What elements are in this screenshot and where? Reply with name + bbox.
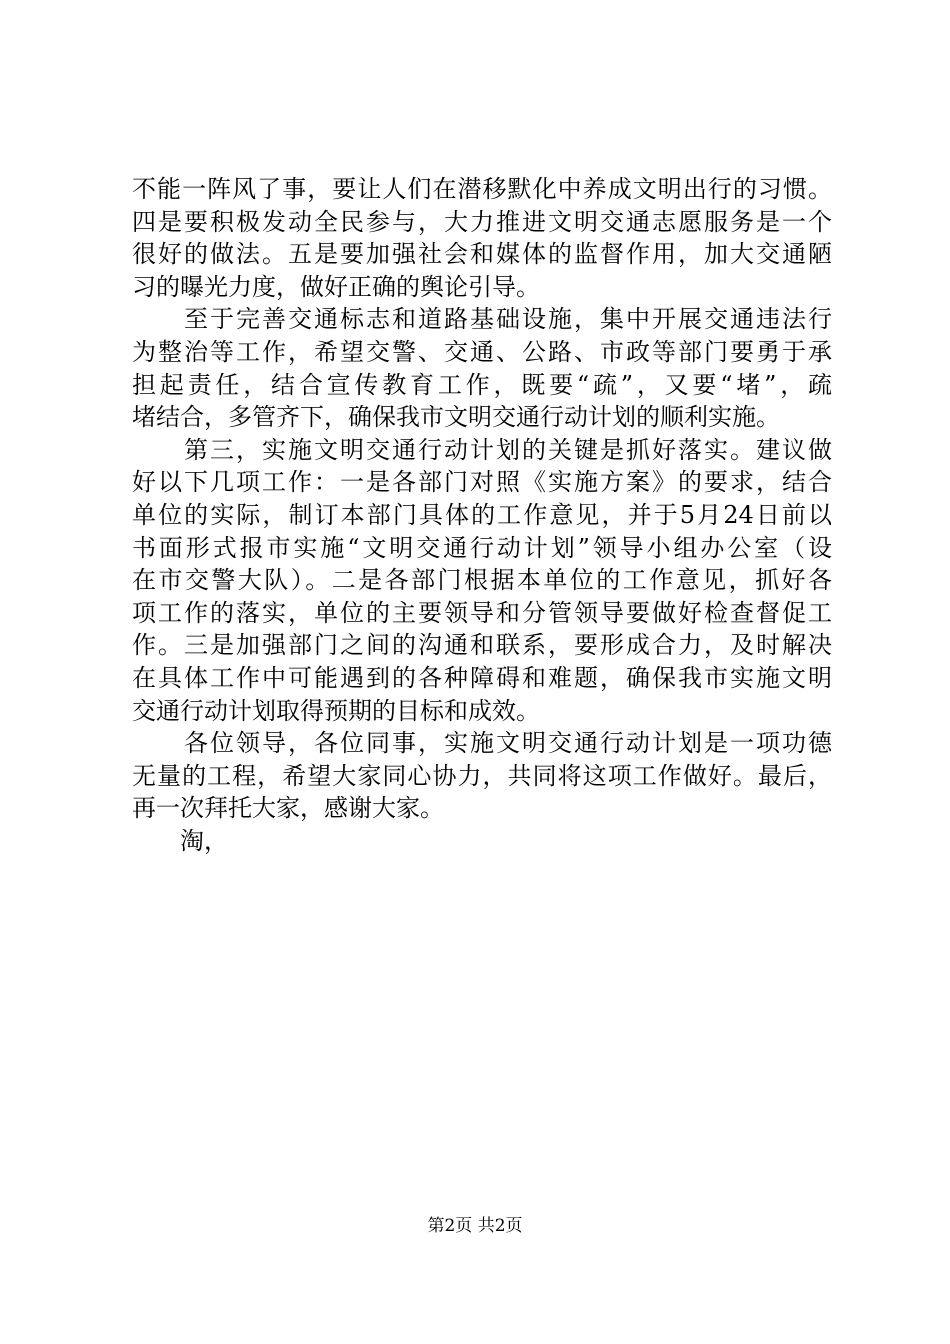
text-line: 在具体工作中可能遇到的各种障碍和难题，确保我市实施文明	[132, 663, 832, 692]
text-line: 淘，	[132, 826, 228, 855]
text-line: 项工作的落实，单位的主要领导和分管领导要做好检查督促工	[132, 598, 832, 627]
page-footer: 第2页 共2页	[427, 1216, 523, 1236]
text-line: 无量的工程，希望大家同心协力，共同将这项工作做好。最后，	[132, 761, 832, 790]
text-line: 为整治等工作，希望交警、交通、公路、市政等部门要勇于承	[132, 337, 832, 366]
text-line: 再一次拜托大家，感谢大家。	[132, 794, 444, 823]
text-line: 堵结合，多管齐下，确保我市文明交通行动计划的顺利实施。	[132, 403, 780, 432]
text-line: 很好的做法。五是要加强社会和媒体的监督作用，加大交通陋	[132, 240, 832, 269]
text-line: 作。三是加强部门之间的沟通和联系，要形成合力，及时解决	[132, 631, 832, 660]
text-line: 至于完善交通标志和道路基础设施，集中开展交通违法行	[132, 305, 832, 334]
text-line: 好以下几项工作：一是各部门对照《实施方案》的要求，结合	[132, 468, 832, 497]
text-line: 各位领导，各位同事，实施文明交通行动计划是一项功德	[132, 729, 832, 758]
text-line: 在市交警大队）。二是各部门根据本单位的工作意见，抓好各	[132, 566, 832, 595]
text-line: 习的曝光力度，做好正确的舆论引导。	[132, 272, 540, 301]
text-line: 书面形式报市实施“文明交通行动计划”领导小组办公室（设	[132, 533, 832, 562]
text-line: 第三，实施文明交通行动计划的关键是抓好落实。建议做	[132, 435, 832, 464]
text-line: 单位的实际，制订本部门具体的工作意见，并于5月24日前以	[132, 500, 832, 529]
text-line: 不能一阵风了事，要让人们在潜移默化中养成文明出行的习惯。	[132, 175, 832, 203]
text-line: 交通行动计划取得预期的目标和成效。	[132, 696, 540, 725]
text-line: 担起责任，结合宣传教育工作，既要“疏”，又要“堵”，疏	[132, 370, 832, 399]
document-body	[132, 173, 832, 857]
text-line: 四是要积极发动全民参与，大力推进文明交通志愿服务是一个	[132, 207, 832, 236]
